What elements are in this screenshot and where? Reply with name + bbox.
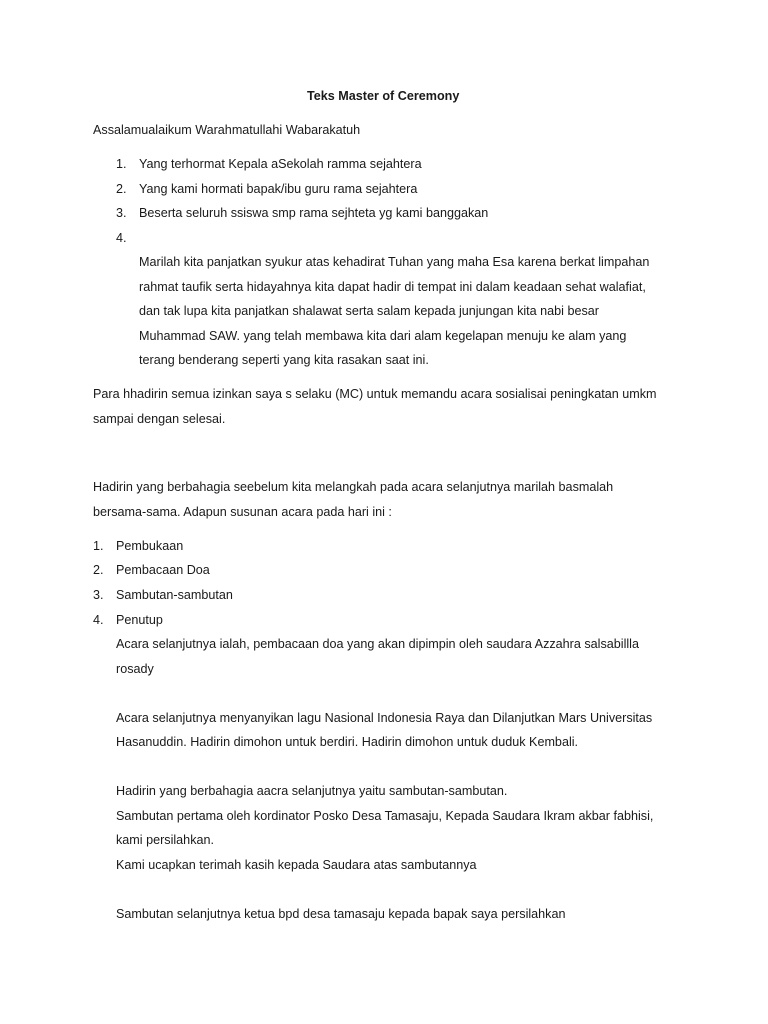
paragraph-line: Acara selanjutnya menyanyikan lagu Nasional Indonesia Raya dan Dilanjutkan Mars Universitas [116, 711, 653, 725]
paragraph-line: Kami ucapkan terimah kasih kepada Saudara atas sambutannya [116, 858, 477, 872]
paragraph-line: Hasanuddin. Hadirin dimohon untuk berdiri. Hadirin dimohon untuk duduk Kembali. [116, 735, 579, 749]
paragraph-line: Hadirin yang berbahagia aacra selanjutnya yaitu sambutan-sambutan. [116, 784, 508, 798]
list-number: 3. [93, 588, 104, 602]
list-item: Yang terhormat Kepala aSekolah ramma sejahtera [139, 157, 422, 171]
paragraph-line: terang benderang seperti yang kita rasakan saat ini. [139, 353, 429, 367]
list-item: Pembacaan Doa [116, 563, 210, 577]
paragraph-line: Acara selanjutnya ialah, pembacaan doa yang akan dipimpin oleh saudara Azzahra salsabillla [116, 637, 639, 651]
paragraph-line: kami persilahkan. [116, 833, 214, 847]
list-item: Pembukaan [116, 539, 184, 553]
paragraph-line: Marilah kita panjatkan syukur atas kehadirat Tuhan yang maha Esa karena berkat limpahan [139, 255, 650, 269]
next-speech-line: Sambutan selanjutnya ketua bpd desa tamasaju kepada bapak saya persilahkan [116, 907, 566, 921]
document-title: Teks Master of Ceremony [307, 89, 460, 103]
list-number: 1. [93, 539, 104, 553]
list-number: 2. [93, 563, 104, 577]
paragraph-line: Sambutan pertama oleh kordinator Posko Desa Tamasaju, Kepada Saudara Ikram akbar fabhisi, [116, 809, 654, 823]
paragraph-line: Para hhadirin semua izinkan saya s selaku (MC) untuk memandu acara sosialisai peningkatan umkm [93, 387, 657, 401]
list-item: Sambutan-sambutan [116, 588, 233, 602]
paragraph-line: rahmat taufik serta hidayahnya kita dapat hadir di tempat ini dalam keadaan sehat walafiat, [139, 280, 646, 294]
paragraph-line: dan tak lupa kita panjatkan shalawat serta salam kepada junjungan kita nabi besar [139, 304, 599, 318]
list-number: 4. [93, 613, 104, 627]
paragraph-line: rosady [116, 662, 154, 676]
paragraph-line: Muhammad SAW. yang telah membawa kita dari alam kegelapan menuju ke alam yang [139, 329, 627, 343]
greeting: Assalamualaikum Warahmatullahi Wabarakatuh [93, 123, 361, 137]
paragraph-line: sampai dengan selesai. [93, 412, 226, 426]
list-item: Penutup [116, 613, 163, 627]
list-number: 3. [116, 206, 127, 220]
paragraph-line: Hadirin yang berbahagia seebelum kita melangkah pada acara selanjutnya marilah basmalah [93, 480, 614, 494]
list-number: 1. [116, 157, 127, 171]
list-number: 4. [116, 231, 127, 245]
paragraph-line: bersama-sama. Adapun susunan acara pada hari ini : [93, 505, 392, 519]
list-item: Beserta seluruh ssiswa smp rama sejhteta yg kami banggakan [139, 206, 489, 220]
list-number: 2. [116, 182, 127, 196]
list-item: Yang kami hormati bapak/ibu guru rama sejahtera [139, 182, 418, 196]
